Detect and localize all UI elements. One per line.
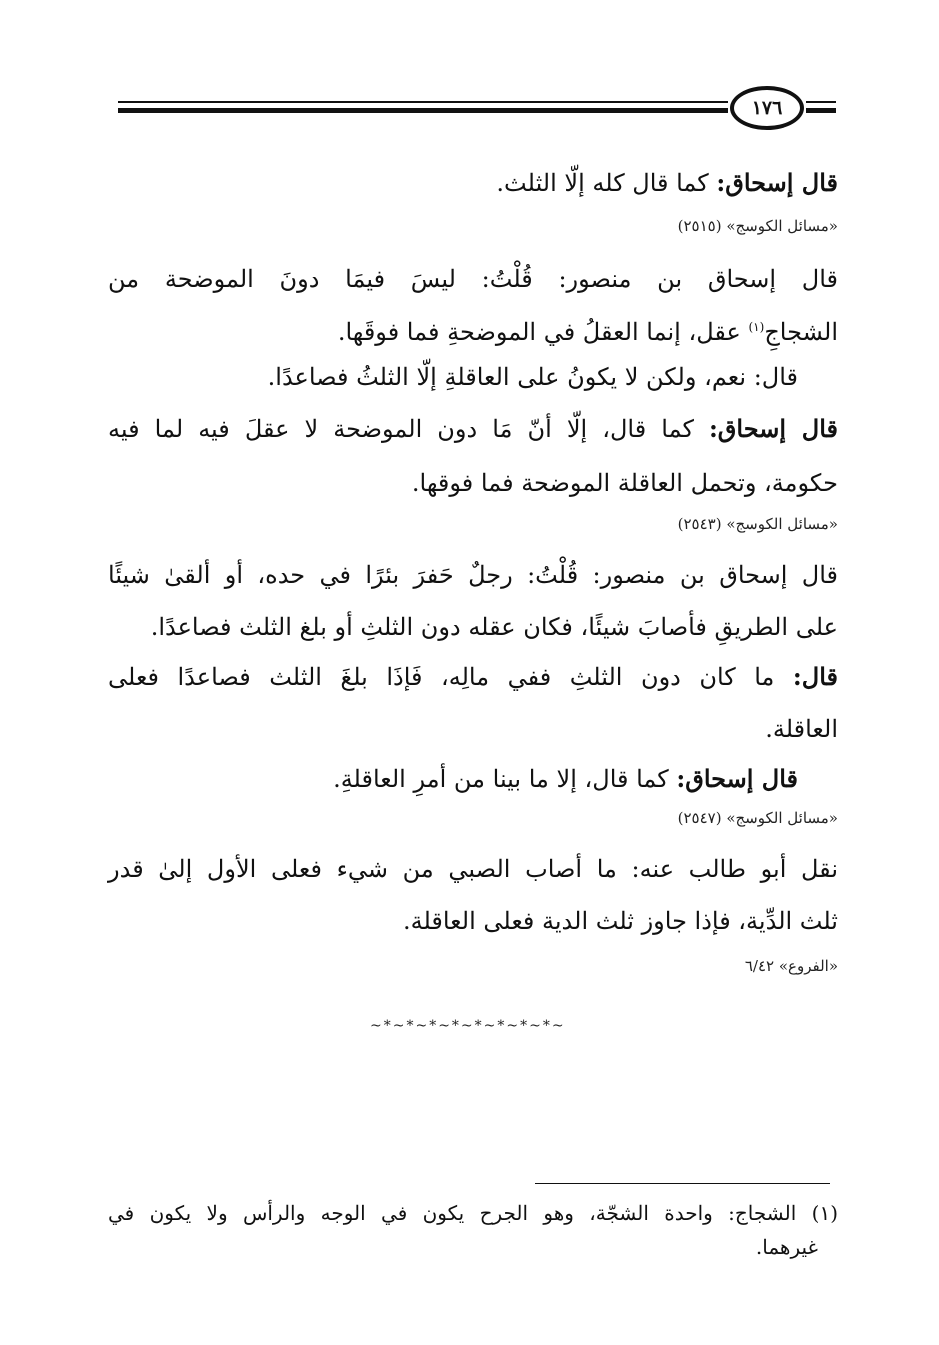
footnote-rule [535, 1183, 830, 1184]
paragraph [108, 558, 838, 644]
page-number: ١٧٦ [730, 86, 804, 130]
header-rule-stub-thick [806, 108, 836, 113]
source-citation [108, 216, 838, 236]
footnote [108, 1196, 838, 1264]
paragraph [108, 360, 838, 394]
source-text: «مسائل الكوسج» (٢٥٤٣) [677, 515, 838, 533]
paragraph [108, 762, 838, 796]
paragraph [108, 852, 838, 938]
section-ornament: ~*~*~*~*~*~*~*~*~ [370, 1018, 566, 1034]
paragraph [108, 262, 838, 349]
text-line: نقل أبو طالب عنه: ما أصاب الصبي من شيء فعلى الأول إلىٰ قدر [108, 855, 838, 883]
source-citation [108, 956, 838, 976]
text-line: على الطريقِ فأصابَ شيئًا، فكان عقله دون الثلثِ أو بلغ الثلث فصاعدًا. [150, 613, 838, 641]
source-text: «الفروع» ٦/٤٢ [744, 957, 838, 975]
text-line: ثلث الدِّية، فإذا جاوز ثلث الدية فعلى العاقلة. [402, 907, 838, 935]
text-line: قال إسحاق بن منصور: قُلْتُ: ليسَ فيمَا دونَ الموضحة من [108, 265, 838, 293]
text-line: قال: نعم، ولكن لا يكونُ على العاقلةِ إلّا الثلثُ فصاعدًا. [267, 363, 798, 391]
text-segment: الشجاجِ [764, 318, 838, 346]
text-line: العاقلة. [765, 715, 838, 743]
paragraph-text: كما قال، إلّا أنّ مَا دون الموضحة لا عقلَ فيه لما فيه [108, 415, 709, 443]
paragraph [108, 166, 838, 200]
paragraph-text: كما قال كله إلّا الثلث. [496, 169, 717, 197]
text-line [108, 166, 838, 200]
footnote-line [108, 1196, 838, 1230]
source-text: «مسائل الكوسج» (٢٥١٥) [677, 217, 838, 235]
paragraph-text: كما قال، إلا ما بينا من أمرِ العاقلةِ. [333, 765, 677, 793]
header-rule-thick [118, 108, 728, 113]
footnote-text: الشجاج: واحدة الشجّة، وهو الجرح يكون في الوجه والرأس ولا يكون في [108, 1201, 812, 1225]
text-line: حكومة، وتحمل العاقلة الموضحة فما فوقها. [411, 469, 838, 497]
paragraph [108, 660, 838, 746]
footnote-line: غيرهما. [755, 1235, 818, 1259]
footnote-ref: (١) [748, 320, 765, 334]
header-rule-stub [806, 101, 836, 103]
text-line [108, 762, 838, 796]
speaker-label: قال: [792, 662, 838, 691]
text-line [108, 310, 838, 349]
speaker-label: قال إسحاق: [716, 168, 838, 197]
speaker-label: قال إسحاق: [676, 764, 798, 793]
text-line [108, 660, 838, 694]
footnote-marker: (١) [811, 1201, 838, 1225]
paragraph [108, 412, 838, 500]
source-text: «مسائل الكوسج» (٢٥٤٧) [677, 809, 838, 827]
source-citation [108, 808, 838, 828]
source-citation [108, 514, 838, 534]
text-segment: عقل، إنما العقلُ في الموضحةِ فما فوقَها. [337, 318, 749, 346]
speaker-label: قال إسحاق: [708, 414, 839, 443]
paragraph-text: ما كان دون الثلثِ ففي مالِه، فَإذَا بلغَ الثلث فصاعدًا فعلى [108, 663, 793, 691]
text-line [108, 412, 838, 446]
text-line: قال إسحاق بن منصور: قُلْتُ: رجلٌ حَفرَ بئرًا في حده، أو ألقىٰ شيئًا [108, 561, 838, 589]
header-rule [118, 101, 728, 103]
